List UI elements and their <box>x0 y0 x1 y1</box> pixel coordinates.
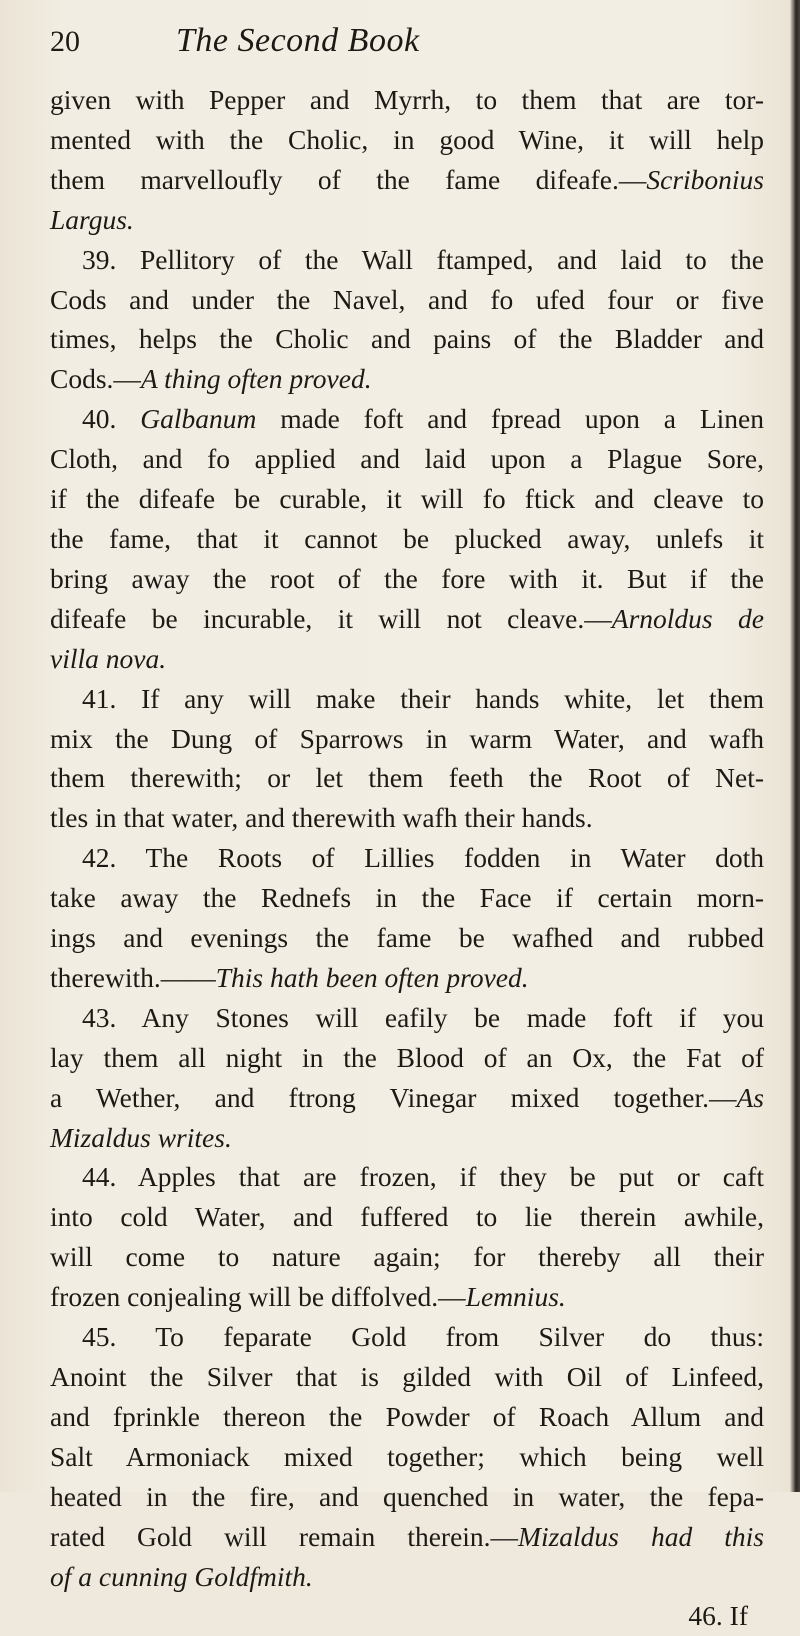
text-line <box>50 998 764 1038</box>
page-header <box>50 22 764 74</box>
body-text <box>50 80 764 1596</box>
text-segment: and fprinkle thereon the Powder of Roach Allum and <box>50 1400 764 1432</box>
text-segment: made foft and fpread upon a Linen <box>256 403 764 435</box>
text-line <box>50 519 764 559</box>
text-line <box>50 240 764 280</box>
text-line <box>50 399 764 439</box>
text-segment: will come to nature again; for thereby all their <box>50 1241 764 1273</box>
text-segment: Salt Armoniack mixed together; which being well <box>50 1440 764 1472</box>
text-segment: 44. Apples that are frozen, if they be put or caft <box>82 1161 764 1193</box>
text-line <box>50 838 764 878</box>
text-segment: Galbanum <box>140 403 257 435</box>
text-line <box>50 958 764 998</box>
text-line <box>50 120 764 160</box>
text-segment: take away the Rednefs in the Face if certain morn- <box>50 882 764 914</box>
text-segment: villa nova. <box>50 642 167 674</box>
text-segment: frozen conjealing will be diffolved.— <box>50 1281 466 1313</box>
text-line <box>50 599 764 639</box>
text-segment: Lemnius. <box>465 1281 566 1313</box>
text-line <box>50 1277 764 1317</box>
text-segment: Cods and under the Navel, and fo ufed four or five <box>50 283 764 315</box>
text-segment: Scribonius <box>646 163 764 195</box>
text-segment: Largus. <box>50 203 134 235</box>
text-line <box>50 758 764 798</box>
text-line <box>50 319 764 359</box>
text-line <box>50 1517 764 1557</box>
text-line <box>50 878 764 918</box>
text-segment: 45. To feparate Gold from Silver do thus: <box>82 1321 764 1353</box>
text-segment: As <box>736 1081 764 1113</box>
text-line <box>50 359 764 399</box>
text-line <box>50 559 764 599</box>
text-segment: lay them all night in the Blood of an Ox, the Fat of <box>50 1041 764 1073</box>
text-line <box>50 1118 764 1158</box>
text-line <box>50 1397 764 1437</box>
text-segment: tles in that water, and therewith wafh their hands. <box>50 802 593 834</box>
text-segment: them therewith; or let them feeth the Root of Net- <box>50 762 764 794</box>
text-segment: This hath been often proved. <box>215 961 529 993</box>
text-segment: heated in the fire, and quenched in water, the fepa- <box>50 1480 764 1512</box>
text-segment: times, helps the Cholic and pains of the Bladder and <box>50 323 764 355</box>
text-segment: a Wether, and ftrong Vinegar mixed together.— <box>50 1081 737 1113</box>
text-line <box>50 439 764 479</box>
text-segment: Anoint the Silver that is gilded with Oil of Linfeed, <box>50 1361 764 1392</box>
text-segment: the fame, that it cannot be plucked away, unlefs it <box>50 522 764 554</box>
text-segment: if the difeafe be curable, it will fo ftick and cleave to <box>50 483 764 515</box>
text-segment: 42. The Roots of Lillies fodden in Water doth <box>82 842 764 874</box>
text-line <box>50 1237 764 1277</box>
text-line <box>50 639 764 679</box>
text-segment: 39. Pellitory of the Wall ftamped, and laid to the <box>82 243 764 275</box>
text-line <box>50 200 764 240</box>
text-segment: 43. Any Stones will eafily be made foft if you <box>82 1001 764 1033</box>
text-line <box>50 798 764 838</box>
text-line <box>50 1557 764 1597</box>
text-line <box>50 1157 764 1197</box>
running-head: The Second Book <box>176 22 420 59</box>
text-line <box>50 1038 764 1078</box>
catchword: 46. If <box>688 1600 748 1632</box>
text-line <box>50 1317 764 1357</box>
text-segment: rated Gold will remain therein.— <box>50 1520 519 1552</box>
text-segment: given with Pepper and Myrrh, to them that are tor- <box>50 84 764 115</box>
text-segment: difeafe be incurable, it will not cleave.— <box>50 602 612 634</box>
text-segment: therewith.—— <box>50 961 216 993</box>
text-line <box>50 280 764 320</box>
text-line <box>50 918 764 958</box>
text-line <box>50 80 764 120</box>
text-segment: Cods.— <box>50 363 141 395</box>
text-segment: mix the Dung of Sparrows in warm Water, and wafh <box>50 722 764 754</box>
text-segment: Cloth, and fo applied and laid upon a Plague Sore, <box>50 443 764 475</box>
page-number: 20 <box>50 25 80 58</box>
text-segment: 40. <box>82 403 141 435</box>
text-line <box>50 160 764 200</box>
text-segment: Arnoldus de <box>611 602 764 634</box>
text-segment: ings and evenings the fame be wafhed and rubbed <box>50 922 764 954</box>
text-segment: of a cunning Goldfmith. <box>50 1560 313 1592</box>
text-line <box>50 719 764 759</box>
text-segment: mented with the Cholic, in good Wine, it will help <box>50 123 764 155</box>
text-segment: Mizaldus writes. <box>50 1121 232 1153</box>
page-edge <box>790 0 800 1492</box>
text-line <box>50 479 764 519</box>
text-line <box>50 1197 764 1237</box>
text-segment: into cold Water, and fuffered to lie therein awhile, <box>50 1201 764 1233</box>
text-line <box>50 1437 764 1477</box>
text-line <box>50 1078 764 1118</box>
text-segment: bring away the root of the fore with it. But if the <box>50 562 764 594</box>
text-line <box>50 679 764 719</box>
text-line <box>50 1477 764 1517</box>
text-segment: them marvelloufly of the fame difeafe.— <box>50 163 647 195</box>
text-segment: A thing often proved. <box>140 363 372 395</box>
text-segment: Mizaldus had this <box>518 1520 764 1552</box>
text-line <box>50 1357 764 1397</box>
text-segment: 41. If any will make their hands white, let them <box>82 682 764 714</box>
